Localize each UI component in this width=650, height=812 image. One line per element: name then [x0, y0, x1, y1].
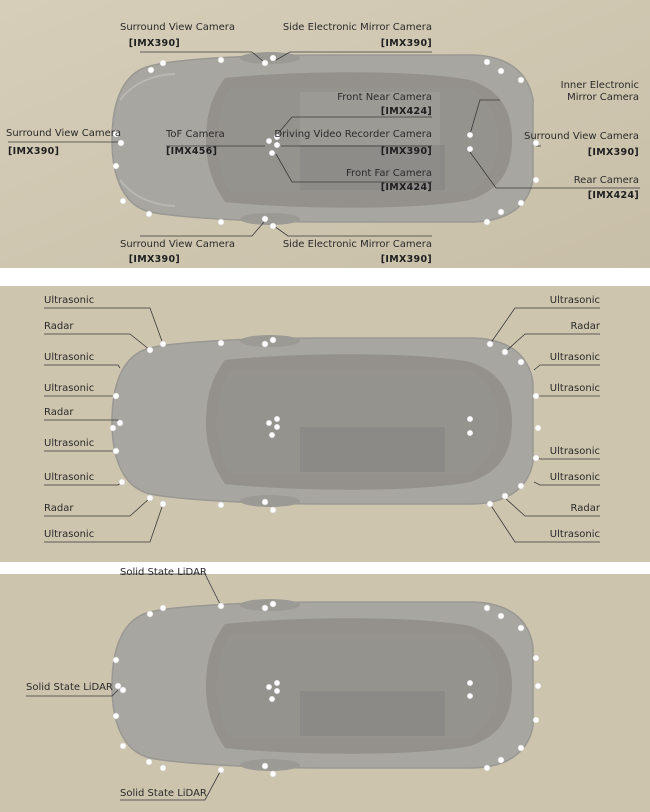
label-right-5: Ultrasonic	[549, 446, 600, 457]
code-rear: [IMX424]	[587, 190, 639, 201]
code-side-mirror-top: [IMX390]	[380, 38, 432, 49]
label-right-3: Ultrasonic	[549, 352, 600, 363]
code-surround-view-left: [IMX390]	[8, 146, 60, 157]
panel-divider-1	[0, 268, 650, 286]
label-right-7: Radar	[570, 503, 600, 514]
label-lidar-bottom: Solid State LiDAR	[120, 788, 207, 799]
label-front-far: Front Far Camera	[346, 168, 432, 179]
label-surround-view-right: Surround View Camera	[524, 131, 639, 142]
label-left-2: Radar	[44, 321, 74, 332]
lidar-panel	[0, 567, 650, 812]
car-top-view-ultrasonic	[0, 286, 650, 562]
label-dvr: Driving Video Recorder Camera	[274, 129, 432, 140]
code-front-far: [IMX424]	[380, 182, 432, 193]
label-left-3: Ultrasonic	[44, 352, 95, 363]
code-side-mirror-bottom: [IMX390]	[380, 254, 432, 265]
label-rear: Rear Camera	[573, 175, 639, 186]
label-surround-view-bottom: Surround View Camera	[120, 239, 235, 250]
label-surround-view-top: Surround View Camera	[120, 22, 235, 33]
label-surround-view-left: Surround View Camera	[6, 128, 121, 139]
label-tof: ToF Camera	[166, 129, 225, 140]
label-left-5: Radar	[44, 407, 74, 418]
label-right-1: Ultrasonic	[549, 295, 600, 306]
label-left-7: Ultrasonic	[44, 472, 95, 483]
label-inner-mirror-2: Mirror Camera	[567, 92, 639, 103]
panel-divider-2	[0, 562, 650, 574]
label-left-9: Ultrasonic	[44, 529, 95, 540]
code-surround-view-right: [IMX390]	[587, 147, 639, 158]
code-front-near: [IMX424]	[380, 106, 432, 117]
label-left-1: Ultrasonic	[44, 295, 95, 306]
label-front-near: Front Near Camera	[337, 92, 432, 103]
label-lidar-left: Solid State LiDAR	[26, 682, 113, 693]
label-left-4: Ultrasonic	[44, 383, 95, 394]
code-tof: [IMX456]	[166, 146, 218, 157]
camera-panel	[0, 0, 650, 268]
label-left-6: Ultrasonic	[44, 438, 95, 449]
code-surround-view-bottom: [IMX390]	[128, 254, 180, 265]
label-left-8: Radar	[44, 503, 74, 514]
code-dvr: [IMX390]	[380, 146, 432, 157]
label-right-8: Ultrasonic	[549, 529, 600, 540]
label-inner-mirror-1: Inner Electronic	[560, 80, 639, 91]
label-right-6: Ultrasonic	[549, 472, 600, 483]
label-side-mirror-bottom: Side Electronic Mirror Camera	[282, 239, 432, 250]
ultrasonic-radar-panel	[0, 286, 650, 562]
label-lidar-top: Solid State LiDAR	[120, 567, 207, 578]
label-right-2: Radar	[570, 321, 600, 332]
label-right-4: Ultrasonic	[549, 383, 600, 394]
label-side-mirror-top: Side Electronic Mirror Camera	[282, 22, 432, 33]
code-surround-view-top: [IMX390]	[128, 38, 180, 49]
